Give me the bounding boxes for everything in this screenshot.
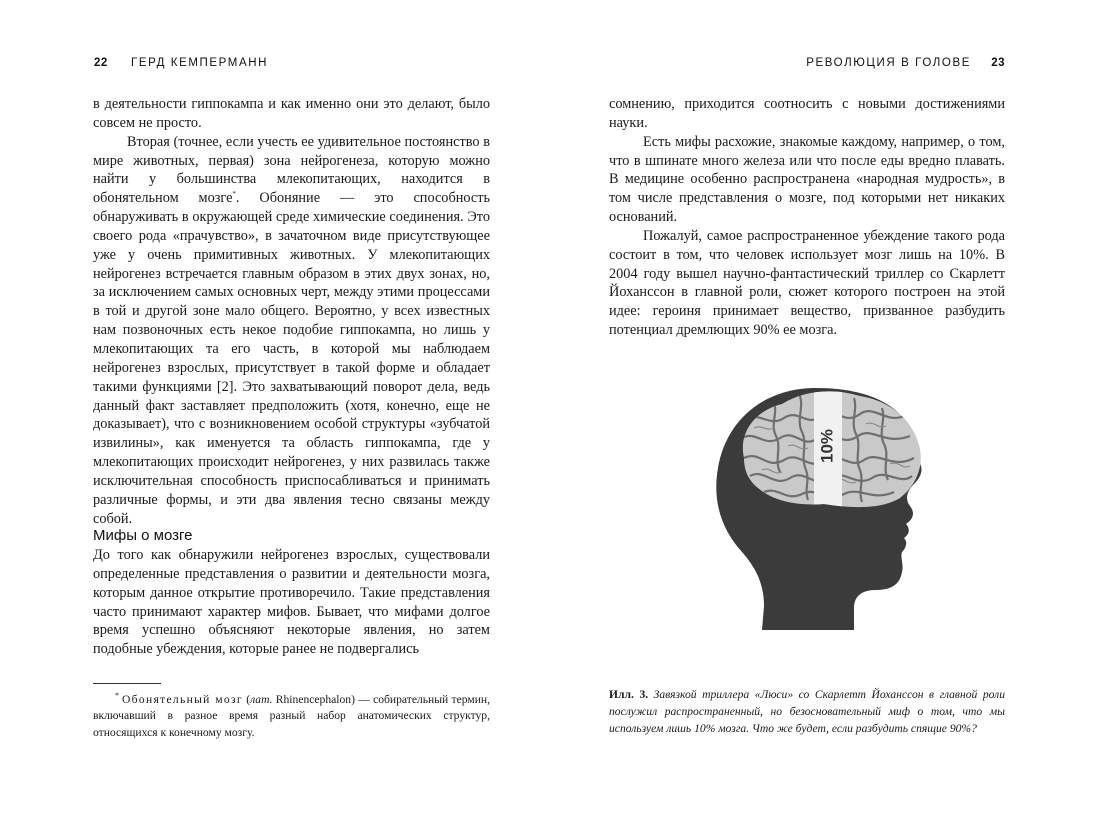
page-number: 22 bbox=[94, 57, 108, 69]
figure-label: 10% bbox=[817, 428, 837, 464]
running-title: РЕВОЛЮЦИЯ В ГОЛОВЕ bbox=[806, 57, 971, 69]
paragraph: Есть мифы расхожие, знакомые каждому, например, о том, что в шпинате много железа или что после еды вредно плавать. В медицине особенно распространена «народная мудрость», в том числе представления о мозге, под которыми нет никаких оснований. bbox=[609, 133, 1005, 226]
running-head-right bbox=[609, 57, 1005, 73]
footnote-reference[interactable]: * bbox=[232, 190, 236, 199]
head-silhouette-icon bbox=[704, 380, 949, 640]
paragraph: в деятельности гиппокампа и как именно они это делают, было совсем не просто. bbox=[93, 96, 490, 131]
footnote-lat: лат. bbox=[250, 692, 273, 706]
paragraph: До того как обнаружили нейрогенез взрослых, существовали определенные представления о развитии и деятельности мозга, которым данное открытие противоречило. Такие представления часто принимают характер мифов. Бывает, что мифами долгое время успешно объясняют некоторые явления, но затем подобные убеждения, которые ранее не подвергались bbox=[93, 547, 490, 658]
footnote-text: Rhinencephalon) — собирательный термин, включавший в разное время разный набор анатомических структур, относящихся к конечному мозгу. bbox=[93, 692, 491, 739]
paragraph bbox=[93, 133, 490, 529]
paragraph: Пожалуй, самое распространенное убеждение такого рода состоит в том, что человек использует мозг лишь на 10%. В 2004 году вышел научно-фантастический триллер со Скарлетт Йоханссон в главной роли, сюжет которого построен на этой идее: героиня принимает вещество, призванное разбудить потенциал дремлющих 90% ее мозга. bbox=[609, 227, 1005, 339]
caption-text: Завязкой триллера «Люси» со Скарлетт Йоханссон в главной роли послужил распространенный, но безосновательный миф о том, что мы используем лишь 10% мозга. Что же будет, если разбудить спящие 90%? bbox=[609, 688, 1005, 735]
body-text bbox=[609, 95, 1005, 340]
body-text-section bbox=[93, 546, 490, 659]
caption-label: Илл. 3. bbox=[609, 688, 649, 701]
footnote-mark: * bbox=[115, 691, 119, 700]
page-number: 23 bbox=[991, 57, 1005, 69]
right-page bbox=[609, 0, 1005, 834]
body-text-top bbox=[93, 95, 490, 528]
left-page bbox=[93, 0, 490, 834]
running-head-left bbox=[93, 57, 490, 73]
footnote-divider bbox=[93, 683, 161, 684]
head-brain-illustration bbox=[704, 380, 949, 640]
paragraph-part: Вторая (точнее, если учесть ее удивительное постоянство в мире животных, первая) зона нейрогенеза, которую можно найти у большинства млекопитающих, находится в обонятельном мозге bbox=[93, 133, 490, 207]
figure-caption bbox=[609, 687, 1005, 737]
section-heading: Мифы о мозге bbox=[93, 527, 193, 544]
paragraph: сомнению, приходится соотносить с новыми достижениями науки. bbox=[609, 96, 1005, 131]
footnote-term: Обонятельный мозг bbox=[122, 692, 243, 706]
footnote: * Обонятельный мозг (лат. Rhinencephalon) — собирательный термин, включавший в разное время разный набор анатомических структур, относящихся к конечному мозгу. bbox=[93, 691, 491, 739]
paragraph-part: . Обоняние — это способность обнаруживать в окружающей среде химические соединения. Это своего рода «прачувство», в зачаточном виде присутствующее уже у очень примитивных животных. У млекопитающих нейрогенез встречается главным образом в этих двух зонах, но, за исключением самых основных черт, между этими процессами в той и другой зоне мало общего. Вероятно, у всех известных нам позвоночных есть некое подобие гиппокампа, но лишь у млекопитающих та его часть, в которой мы наблюдаем нейрогенез взрослых, присутствует в такой форме и обладает такими функциями [2]. Это захватывающий поворот дела, ведь данный факт заставляет предположить (хотя, конечно, еще не доказывает), что с возникновением особой структуры «зубчатой извилины», как именуется та область гиппокампа, где у млекопитающих происходит нейрогенез, у них развилась также исключительная способность приспосабливаться и принимать различные формы, и эти два явления тесно связаны между собой. bbox=[93, 190, 490, 527]
running-title: ГЕРД КЕМПЕРМАНН bbox=[131, 57, 269, 69]
